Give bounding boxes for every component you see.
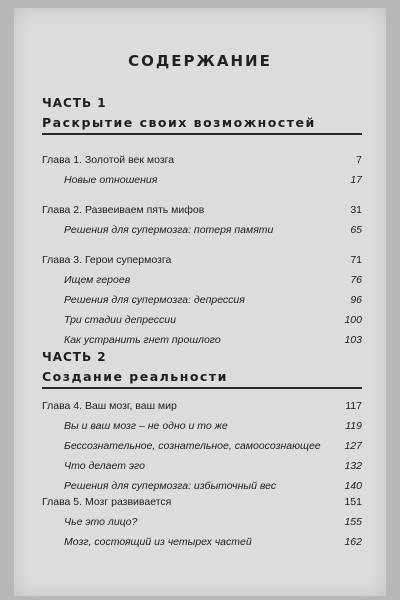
page-number: 140 [344,480,362,492]
section-title: Решения для супермозга: депрессия [64,294,245,306]
page-number: 127 [344,440,362,452]
chapter-3 [42,250,362,350]
page-number: 103 [344,334,362,346]
section-entry[interactable] [42,456,362,476]
page-number: 65 [350,224,362,236]
chapter-title: Глава 2. Развеиваем пять мифов [42,204,205,216]
section-title: Вы и ваш мозг – не одно и то же [64,420,228,432]
section-title: Решения для супермозга: потеря памяти [64,224,274,236]
page-number: 100 [344,314,362,326]
section-entry[interactable] [42,512,362,532]
page-number: 132 [344,460,362,472]
page-number: 96 [350,294,362,306]
section-entry[interactable] [42,330,362,350]
page-number: 31 [350,204,362,216]
page-number: 71 [350,254,362,266]
section-entry[interactable] [42,532,362,552]
part-heading-2 [42,350,362,389]
chapter-2 [42,200,362,240]
page-number: 7 [356,154,362,166]
part-name: Создание реальности [42,369,362,389]
section-entry[interactable] [42,290,362,310]
section-title: Новые отношения [64,174,158,186]
section-title: Решения для супермозга: избыточный вес [64,480,277,492]
chapter-entry[interactable] [42,150,362,170]
toc-title: СОДЕРЖАНИЕ [128,52,272,70]
chapter-1 [42,150,362,190]
page-number: 119 [345,420,362,432]
part-number: ЧАСТЬ 1 [42,96,107,110]
section-entry[interactable] [42,436,362,456]
part-number: ЧАСТЬ 2 [42,350,107,364]
section-title: Мозг, состоящий из четырех частей [64,536,252,548]
chapter-title: Глава 5. Мозг развивается [42,496,172,508]
section-entry[interactable] [42,270,362,290]
page-number: 155 [344,516,362,528]
section-entry[interactable] [42,310,362,330]
section-title: Бессознательное, сознательное, самоосознающее [64,440,321,452]
section-title: Что делает эго [64,460,145,472]
section-title: Как устранить гнет прошлого [64,334,221,346]
page-number: 17 [350,174,362,186]
chapter-entry[interactable] [42,250,362,270]
page-number: 76 [350,274,362,286]
page-number: 162 [344,536,362,548]
page-number: 117 [345,400,362,412]
part-name: Раскрытие своих возможностей [42,115,362,135]
chapter-4 [42,396,362,496]
chapter-entry[interactable] [42,492,362,512]
chapter-title: Глава 3. Герои супермозга [42,254,172,266]
chapter-5 [42,492,362,552]
chapter-title: Глава 4. Ваш мозг, ваш мир [42,400,177,412]
section-entry[interactable] [42,416,362,436]
section-title: Три стадии депрессии [64,314,176,326]
section-entry[interactable] [42,220,362,240]
section-title: Чье это лицо? [64,516,138,528]
chapter-title: Глава 1. Золотой век мозга [42,154,175,166]
part-heading-1 [42,96,362,135]
page-number: 151 [344,496,362,508]
chapter-entry[interactable] [42,200,362,220]
section-title: Ищем героев [64,274,131,286]
book-page [14,8,386,596]
chapter-entry[interactable] [42,396,362,416]
section-entry[interactable] [42,170,362,190]
